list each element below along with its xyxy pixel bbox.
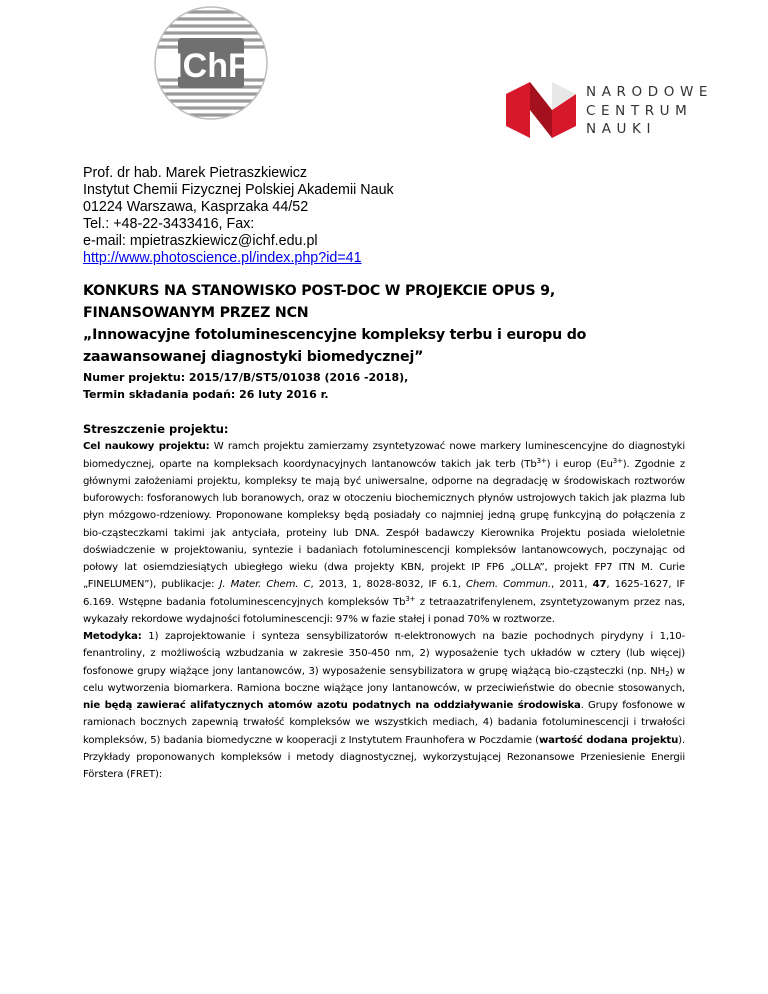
ncn-logo-mark: [506, 82, 576, 138]
page-title: [83, 280, 685, 368]
summary-heading: Streszczenie projektu:: [83, 422, 229, 437]
goal-text-3: ). Zgodnie z głównymi założeniami projektu, kompleksy te mają być uniwersalne, odporne na degradację w środowiskach roztworów buforowych: fosforanowych lub boranowych, oraz w otoczeniu biochemicznych płynów ustrojowych takich jak plazma lub płyn mózgowo-rdzeniowy. Proponowane kompleksy będą posiadały co najmniej jedną grupę funkcyjną do połączenia z bio-cząsteczkami takimi jak antyciała, proteiny lub DNA. Zespół badawczy Kierownika Projektu posiada wieloletnie doświadczenie w projektowaniu, syntezie i badaniach fotoluminescencji kompleksów lantanowcowych, poczynając od połowy lat osiemdziesiątych ubiegłego wieku (dwa projekty KBN, projekt IP FP6 „OLLA”, projekt FP7 ITN M. Curie „FINELUMEN”), publikacje:: [83, 458, 685, 591]
nh2-subscript: 2: [665, 669, 670, 678]
method-text-2: ) w celu wytworzenia biomarkera. Ramiona boczne wiążące jony lantanowców, w przeciwieństwie do obecnie stosowanych,: [83, 665, 686, 694]
method-text-1: 1) zaprojektowanie i synteza sensybilizatorów π-elektronowych na bazie pochodnych pirydyny i 1,10-fenantroliny, z możliwością wzbudzania w zakresie 350-450 nm, 2) wyposażenie tych układów w cztery (lub więcej) fosfonowe grupy wiążące jony lantanowców, 3) wyposażenie sensybilizatora w grupę wiążącą bio-cząsteczki (np. NH: [83, 631, 685, 677]
ncn-line-1: NARODOWE: [586, 84, 714, 100]
journal-1: J. Mater. Chem. C: [219, 579, 311, 591]
title-line-3: „Innowacyjne fotoluminescencyjne kompleksy terbu i europu do: [83, 327, 587, 343]
goal-text-4: z tetraazatrifenylenem, zsyntetyzowanym przez nas, wykazały rekordowe wydajności fotoluminescencji: 97% w fazie stałej i ponad 70% w roztworze.: [83, 596, 685, 625]
pub-2a: , 2011,: [550, 579, 593, 591]
contact-address: 01224 Warszawa, Kasprzaka 44/52: [83, 198, 309, 215]
goal-paragraph: [83, 438, 685, 628]
contact-block: [83, 165, 394, 266]
goal-text-1: W ramch projektu zamierzamy zsyntetyzować nowe markery luminescencyjne do diagnostyki biomedycznej, oparte na kompleksach koordynacyjnych lantanowców takich jak terb (Tb: [83, 441, 686, 470]
project-meta: [83, 369, 685, 403]
title-line-1: KONKURS NA STANOWISKO POST-DOC W PROJEKCIE OPUS 9,: [83, 283, 556, 299]
eu-charge: 3+: [612, 456, 623, 465]
method-label: Metodyka:: [83, 631, 142, 643]
contact-institute: Instytut Chemii Fizycznej Polskiej Akademii Nauk: [83, 181, 394, 198]
pub-2-volume: 47: [592, 579, 607, 591]
method-emphasis-1: nie będą zawierać alifatycznych atomów azotu podatnych na oddziaływanie środowiska: [83, 700, 581, 712]
journal-2: Chem. Commun.: [466, 579, 551, 591]
contact-name: Prof. dr hab. Marek Pietraszkiewicz: [83, 165, 308, 181]
ncn-line-3: NAUKI: [586, 121, 657, 137]
tb-charge-2: 3+: [405, 594, 416, 603]
title-line-4: zaawansowanej diagnostyki biomedycznej”: [83, 349, 424, 365]
contact-email: e-mail: mpietraszkiewicz@ichf.edu.pl: [83, 232, 318, 249]
tb-charge: 3+: [536, 456, 547, 465]
deadline: Termin składania podań: 26 luty 2016 r.: [83, 388, 329, 402]
pub-2b: , 1625-1627, IF 6.169. Wstępne badania fotoluminescencyjnych kompleksów Tb: [83, 579, 685, 608]
title-line-2: FINANSOWANYM PRZEZ NCN: [83, 305, 309, 321]
method-paragraph: [83, 628, 685, 783]
contact-phone: Tel.: +48-22-3433416, Fax:: [83, 215, 255, 232]
method-text-4: ). Przykłady proponowanych kompleksów i metody diagnostycznej, wykorzystującej Rezonansowe Przeniesienie Energii Förstera (FRET):: [83, 734, 685, 781]
project-number: Numer projektu: 2015/17/B/ST5/01038 (2016 -2018),: [83, 371, 409, 384]
goal-label: Cel naukowy projektu:: [83, 441, 210, 453]
ncn-line-2: CENTRUM: [586, 102, 693, 119]
pub-1: , 2013, 1, 8028-8032, IF 6.1,: [310, 579, 466, 591]
ncn-logo-text: [586, 83, 713, 139]
method-emphasis-2: wartość dodana projektu: [538, 734, 679, 746]
ichf-logo-text: IChF: [173, 47, 249, 85]
project-link[interactable]: http://www.photoscience.pl/index.php?id=41: [83, 249, 362, 266]
summary-body: [83, 438, 685, 783]
main-content: [83, 280, 685, 783]
goal-text-2: ) i europ (Eu: [546, 458, 613, 470]
ichf-logo: [152, 4, 270, 122]
method-text-3: . Grupy fosfonowe w ramionach bocznych zapewnią trwałość kompleksów we wszystkich mediach, 4) badania fotoluminescencji i trwałości kompleksów, 5) badania biomedyczne w kooperacji z Instytutem Fraunhofera w Poczdamie (: [83, 700, 686, 746]
